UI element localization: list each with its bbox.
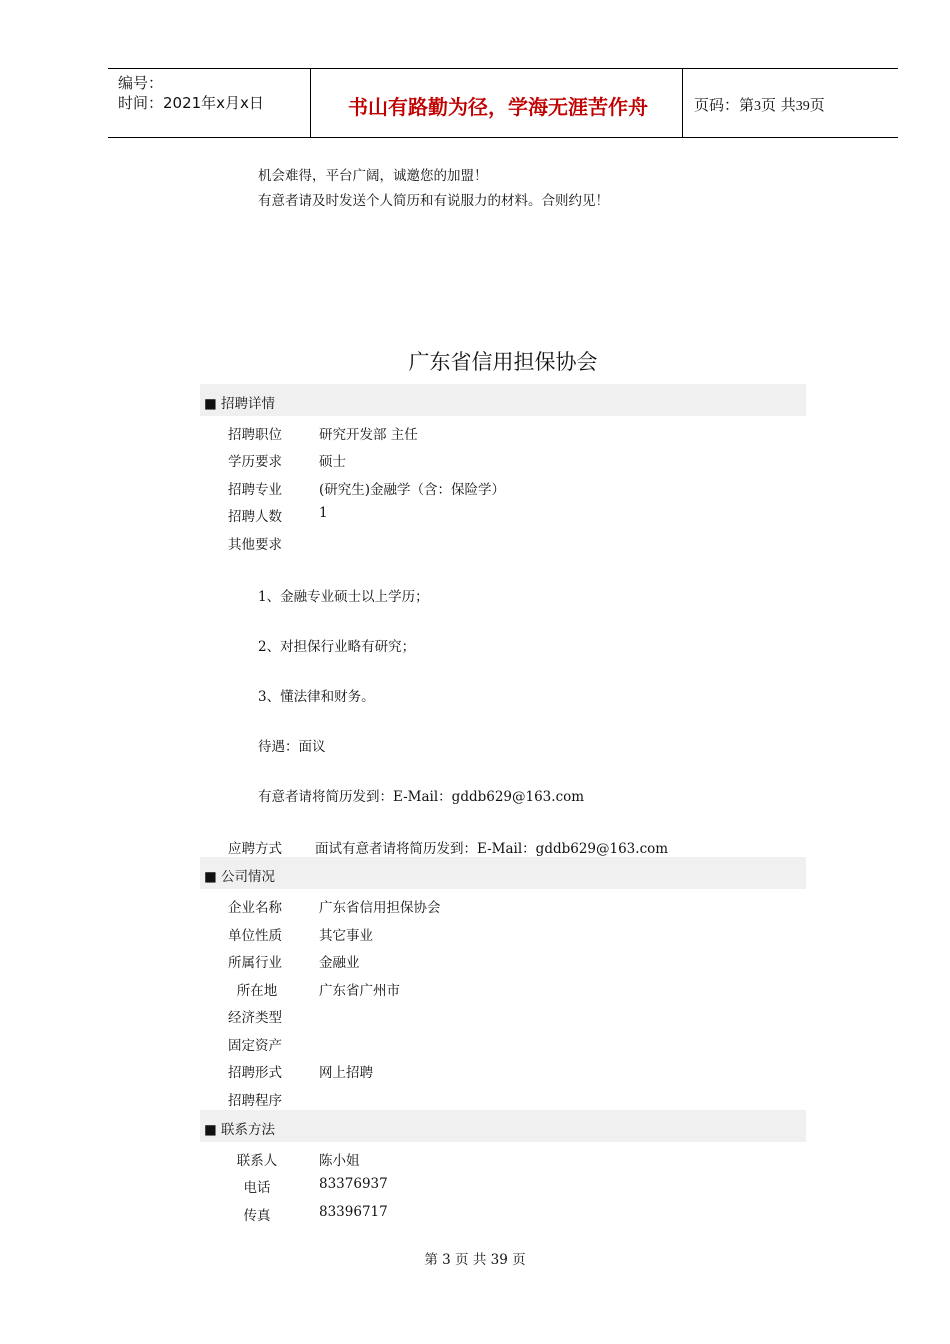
info-row bbox=[0, 478, 950, 498]
field-value: 83376937 bbox=[319, 1176, 388, 1192]
info-row bbox=[0, 1006, 950, 1026]
header-meta bbox=[118, 73, 264, 113]
page-title: 广东省信用担保协会 bbox=[408, 350, 598, 374]
requirement-item: 1、金融专业硕士以上学历； bbox=[258, 589, 429, 605]
field-label: 传真 bbox=[243, 1208, 271, 1224]
page-total: 39 bbox=[795, 99, 810, 114]
section-title: ■ 招聘详情 bbox=[204, 396, 276, 412]
field-value: 网上招聘 bbox=[319, 1065, 373, 1081]
header-time: 时间：2021年x月x日 bbox=[118, 94, 264, 112]
field-label: 招聘形式 bbox=[228, 1065, 282, 1081]
field-value: 广东省信用担保协会 bbox=[319, 900, 441, 916]
field-label: 企业名称 bbox=[228, 900, 282, 916]
field-value: 83396717 bbox=[319, 1204, 388, 1220]
page-mid: 页 共 bbox=[761, 96, 796, 114]
field-label: 固定资产 bbox=[228, 1038, 282, 1054]
field-value: 陈小姐 bbox=[319, 1153, 360, 1169]
section-title: ■ 公司情况 bbox=[204, 869, 276, 885]
field-label: 电话 bbox=[243, 1180, 271, 1196]
intro-line: 有意者请及时发送个人简历和有说服力的材料。合则约见！ bbox=[258, 193, 609, 209]
field-value: (研究生)金融学（含：保险学） bbox=[319, 482, 506, 498]
info-row bbox=[0, 1176, 950, 1196]
field-value: 其它事业 bbox=[319, 928, 373, 944]
info-row bbox=[0, 1089, 950, 1109]
field-label: 所属行业 bbox=[228, 955, 282, 971]
salary-note: 待遇：面议 bbox=[258, 739, 326, 755]
field-label: 所在地 bbox=[236, 983, 278, 999]
field-value: 硕士 bbox=[319, 454, 346, 470]
header-divider bbox=[310, 69, 311, 137]
field-label: 招聘职位 bbox=[228, 427, 282, 443]
intro-line: 机会难得，平台广阔，诚邀您的加盟！ bbox=[258, 168, 488, 184]
email-note: 有意者请将简历发到：E-Mail：gddb629@163.com bbox=[258, 789, 585, 805]
header-motto: 书山有路勤为径，学海无涯苦作舟 bbox=[348, 95, 648, 119]
info-row bbox=[0, 924, 950, 944]
field-value: 金融业 bbox=[319, 955, 360, 971]
section-title: ■ 联系方法 bbox=[204, 1122, 276, 1138]
field-label: 应聘方式 bbox=[228, 841, 282, 857]
field-label: 招聘专业 bbox=[228, 482, 282, 498]
header-number: 编号： bbox=[118, 74, 164, 92]
section-bar-recruit bbox=[200, 384, 806, 416]
field-value: 1 bbox=[319, 505, 328, 521]
info-row bbox=[0, 951, 950, 971]
page-prefix: 页码：第 bbox=[694, 96, 755, 114]
apply-row bbox=[0, 837, 950, 857]
info-row bbox=[0, 450, 950, 470]
page-footer: 第 3 页 共 39 页 bbox=[424, 1252, 526, 1268]
page-header bbox=[108, 68, 898, 138]
field-label: 联系人 bbox=[236, 1153, 278, 1169]
info-row bbox=[0, 896, 950, 916]
info-row bbox=[0, 1204, 950, 1224]
page-current: 3 bbox=[754, 99, 762, 114]
field-value: 广东省广州市 bbox=[319, 983, 400, 999]
header-page-info bbox=[694, 94, 825, 115]
field-label: 其他要求 bbox=[228, 537, 282, 553]
info-row bbox=[0, 979, 950, 999]
field-label: 招聘人数 bbox=[228, 509, 282, 525]
info-row bbox=[0, 1149, 950, 1169]
info-row bbox=[0, 1034, 950, 1054]
requirement-item: 3、懂法律和财务。 bbox=[258, 689, 375, 705]
requirement-item: 2、对担保行业略有研究； bbox=[258, 639, 416, 655]
info-row bbox=[0, 423, 950, 443]
field-value: 研究开发部 主任 bbox=[319, 427, 418, 443]
info-row bbox=[0, 1061, 950, 1081]
info-row bbox=[0, 533, 950, 553]
info-row bbox=[0, 505, 950, 525]
field-label: 单位性质 bbox=[228, 928, 282, 944]
page-suffix: 页 bbox=[809, 96, 825, 114]
section-bar-contact bbox=[200, 1110, 806, 1142]
field-label: 经济类型 bbox=[228, 1010, 282, 1026]
field-value: 面试有意者请将简历发到：E-Mail：gddb629@163.com bbox=[315, 841, 669, 857]
section-bar-company bbox=[200, 857, 806, 889]
field-label: 招聘程序 bbox=[228, 1093, 282, 1109]
field-label: 学历要求 bbox=[228, 454, 282, 470]
